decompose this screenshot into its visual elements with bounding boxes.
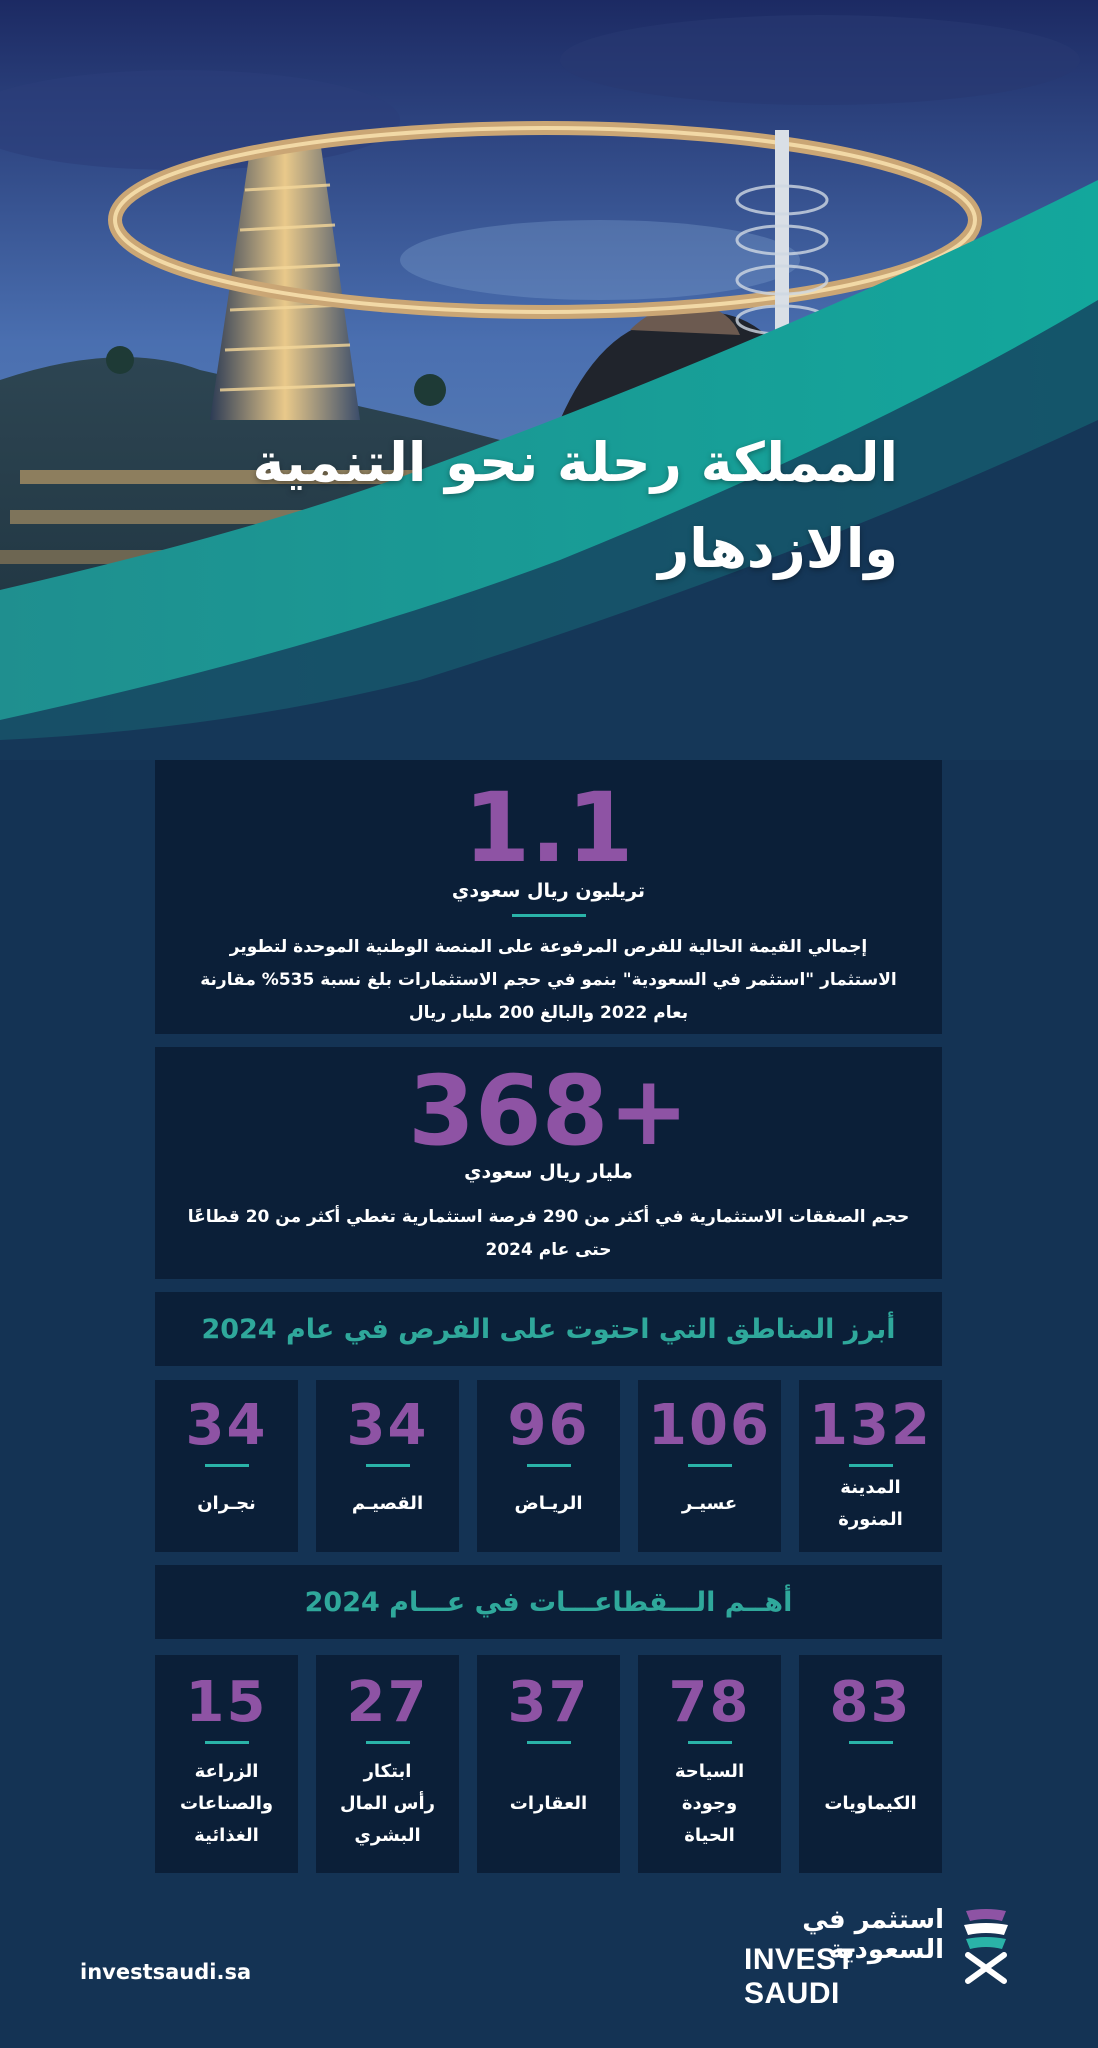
stat-description-line1: حجم الصفقات الاستثمارية في أكثر من 290 فرصة استثمارية تغطي أكثر من 20 قطاعًا: [187, 1207, 910, 1227]
region-value: 34: [346, 1393, 429, 1458]
website-link[interactable]: investsaudi.sa: [80, 1960, 252, 1984]
region-tile: [638, 1380, 781, 1552]
sector-label-line1: السياحة: [674, 1761, 745, 1782]
logo-arabic-text: استثمر في السعودية: [802, 1905, 944, 1965]
sector-tile: [638, 1655, 781, 1873]
region-value: 132: [809, 1393, 932, 1458]
region-label-line1: المدينة: [840, 1477, 901, 1498]
stat-unit: مليار ريال سعودي: [464, 1161, 633, 1183]
sector-tile: [316, 1655, 459, 1873]
sector-value: 83: [829, 1670, 912, 1735]
sector-label-line3: البشري: [354, 1825, 421, 1846]
logo-mark-icon: [958, 1905, 1014, 1985]
stat-unit: تريليون ريال سعودي: [451, 880, 646, 902]
region-value: 34: [185, 1393, 268, 1458]
region-label: القصيـم: [351, 1493, 424, 1514]
stat-description-line3: بعام 2022 والبالغ 200 مليار ريال: [408, 1003, 689, 1023]
divider-line: [512, 914, 586, 917]
invest-saudi-logo: [744, 1905, 1014, 2010]
region-label: نجـران: [197, 1493, 256, 1514]
sector-label-line3: الغذائية: [194, 1825, 259, 1846]
logo-english-text: INVEST SAUDI: [744, 1943, 856, 2010]
sector-label-line1: ابتكار: [363, 1761, 412, 1782]
region-label-line2: المنورة: [838, 1509, 903, 1530]
sector-label-line2: والصناعات: [179, 1793, 274, 1814]
stat-card-opportunities-value: [155, 760, 942, 1034]
sector-label: [155, 1744, 298, 1864]
region-label: عسيـر: [681, 1493, 738, 1514]
stat-description: [155, 1201, 942, 1267]
hero-title-line1: المملكة رحلة نحو التنمية: [252, 431, 898, 494]
region-value: 96: [507, 1393, 590, 1458]
sector-tile: [477, 1655, 620, 1873]
sector-label: [316, 1744, 459, 1864]
sectors-heading: أهــم الـــقطاعـــات في عـــام 2024: [155, 1565, 942, 1639]
sector-tile: [155, 1655, 298, 1873]
sector-value: 78: [668, 1670, 751, 1735]
hero-title: [138, 420, 898, 592]
sector-tile: [799, 1655, 942, 1873]
region-tile: [155, 1380, 298, 1552]
sector-value: 27: [346, 1670, 429, 1735]
region-label: [799, 1467, 942, 1541]
stat-card-deals-value: [155, 1047, 942, 1279]
sector-value: 15: [185, 1670, 268, 1735]
sector-label-line1: الزراعة: [194, 1761, 259, 1782]
sector-value: 37: [507, 1670, 590, 1735]
hero-title-line2: والازدهار: [658, 517, 898, 580]
region-tile: [799, 1380, 942, 1552]
sector-label: [638, 1744, 781, 1864]
sector-label-line2: وجودة: [681, 1793, 738, 1814]
hero-illustration: [0, 0, 1098, 760]
sector-label: العقارات: [509, 1793, 588, 1814]
stat-description: [155, 931, 942, 1030]
region-tile: [316, 1380, 459, 1552]
stat-description-line2: الاستثمار "استثمر في السعودية" بنمو في حجم الاستثمارات بلغ نسبة 535% مقارنة: [200, 970, 897, 990]
stat-value: 1.1: [463, 772, 634, 884]
slide-tower: [775, 130, 789, 350]
sector-label-line2: رأس المال: [340, 1793, 436, 1814]
stat-value: +368: [408, 1055, 689, 1167]
stat-description-line2: حتى عام 2024: [485, 1240, 612, 1260]
sector-label-line3: الحياة: [684, 1825, 735, 1846]
hero-banner: [0, 0, 1098, 760]
region-value: 106: [648, 1393, 771, 1458]
region-label: الريـاض: [514, 1493, 583, 1514]
sector-label: الكيماويات: [824, 1793, 917, 1814]
region-tile: [477, 1380, 620, 1552]
regions-heading: أبرز المناطق التي احتوت على الفرص في عام 2024: [155, 1292, 942, 1366]
stat-description-line1: إجمالي القيمة الحالية للفرص المرفوعة على المنصة الوطنية الموحدة لتطوير: [229, 937, 868, 957]
